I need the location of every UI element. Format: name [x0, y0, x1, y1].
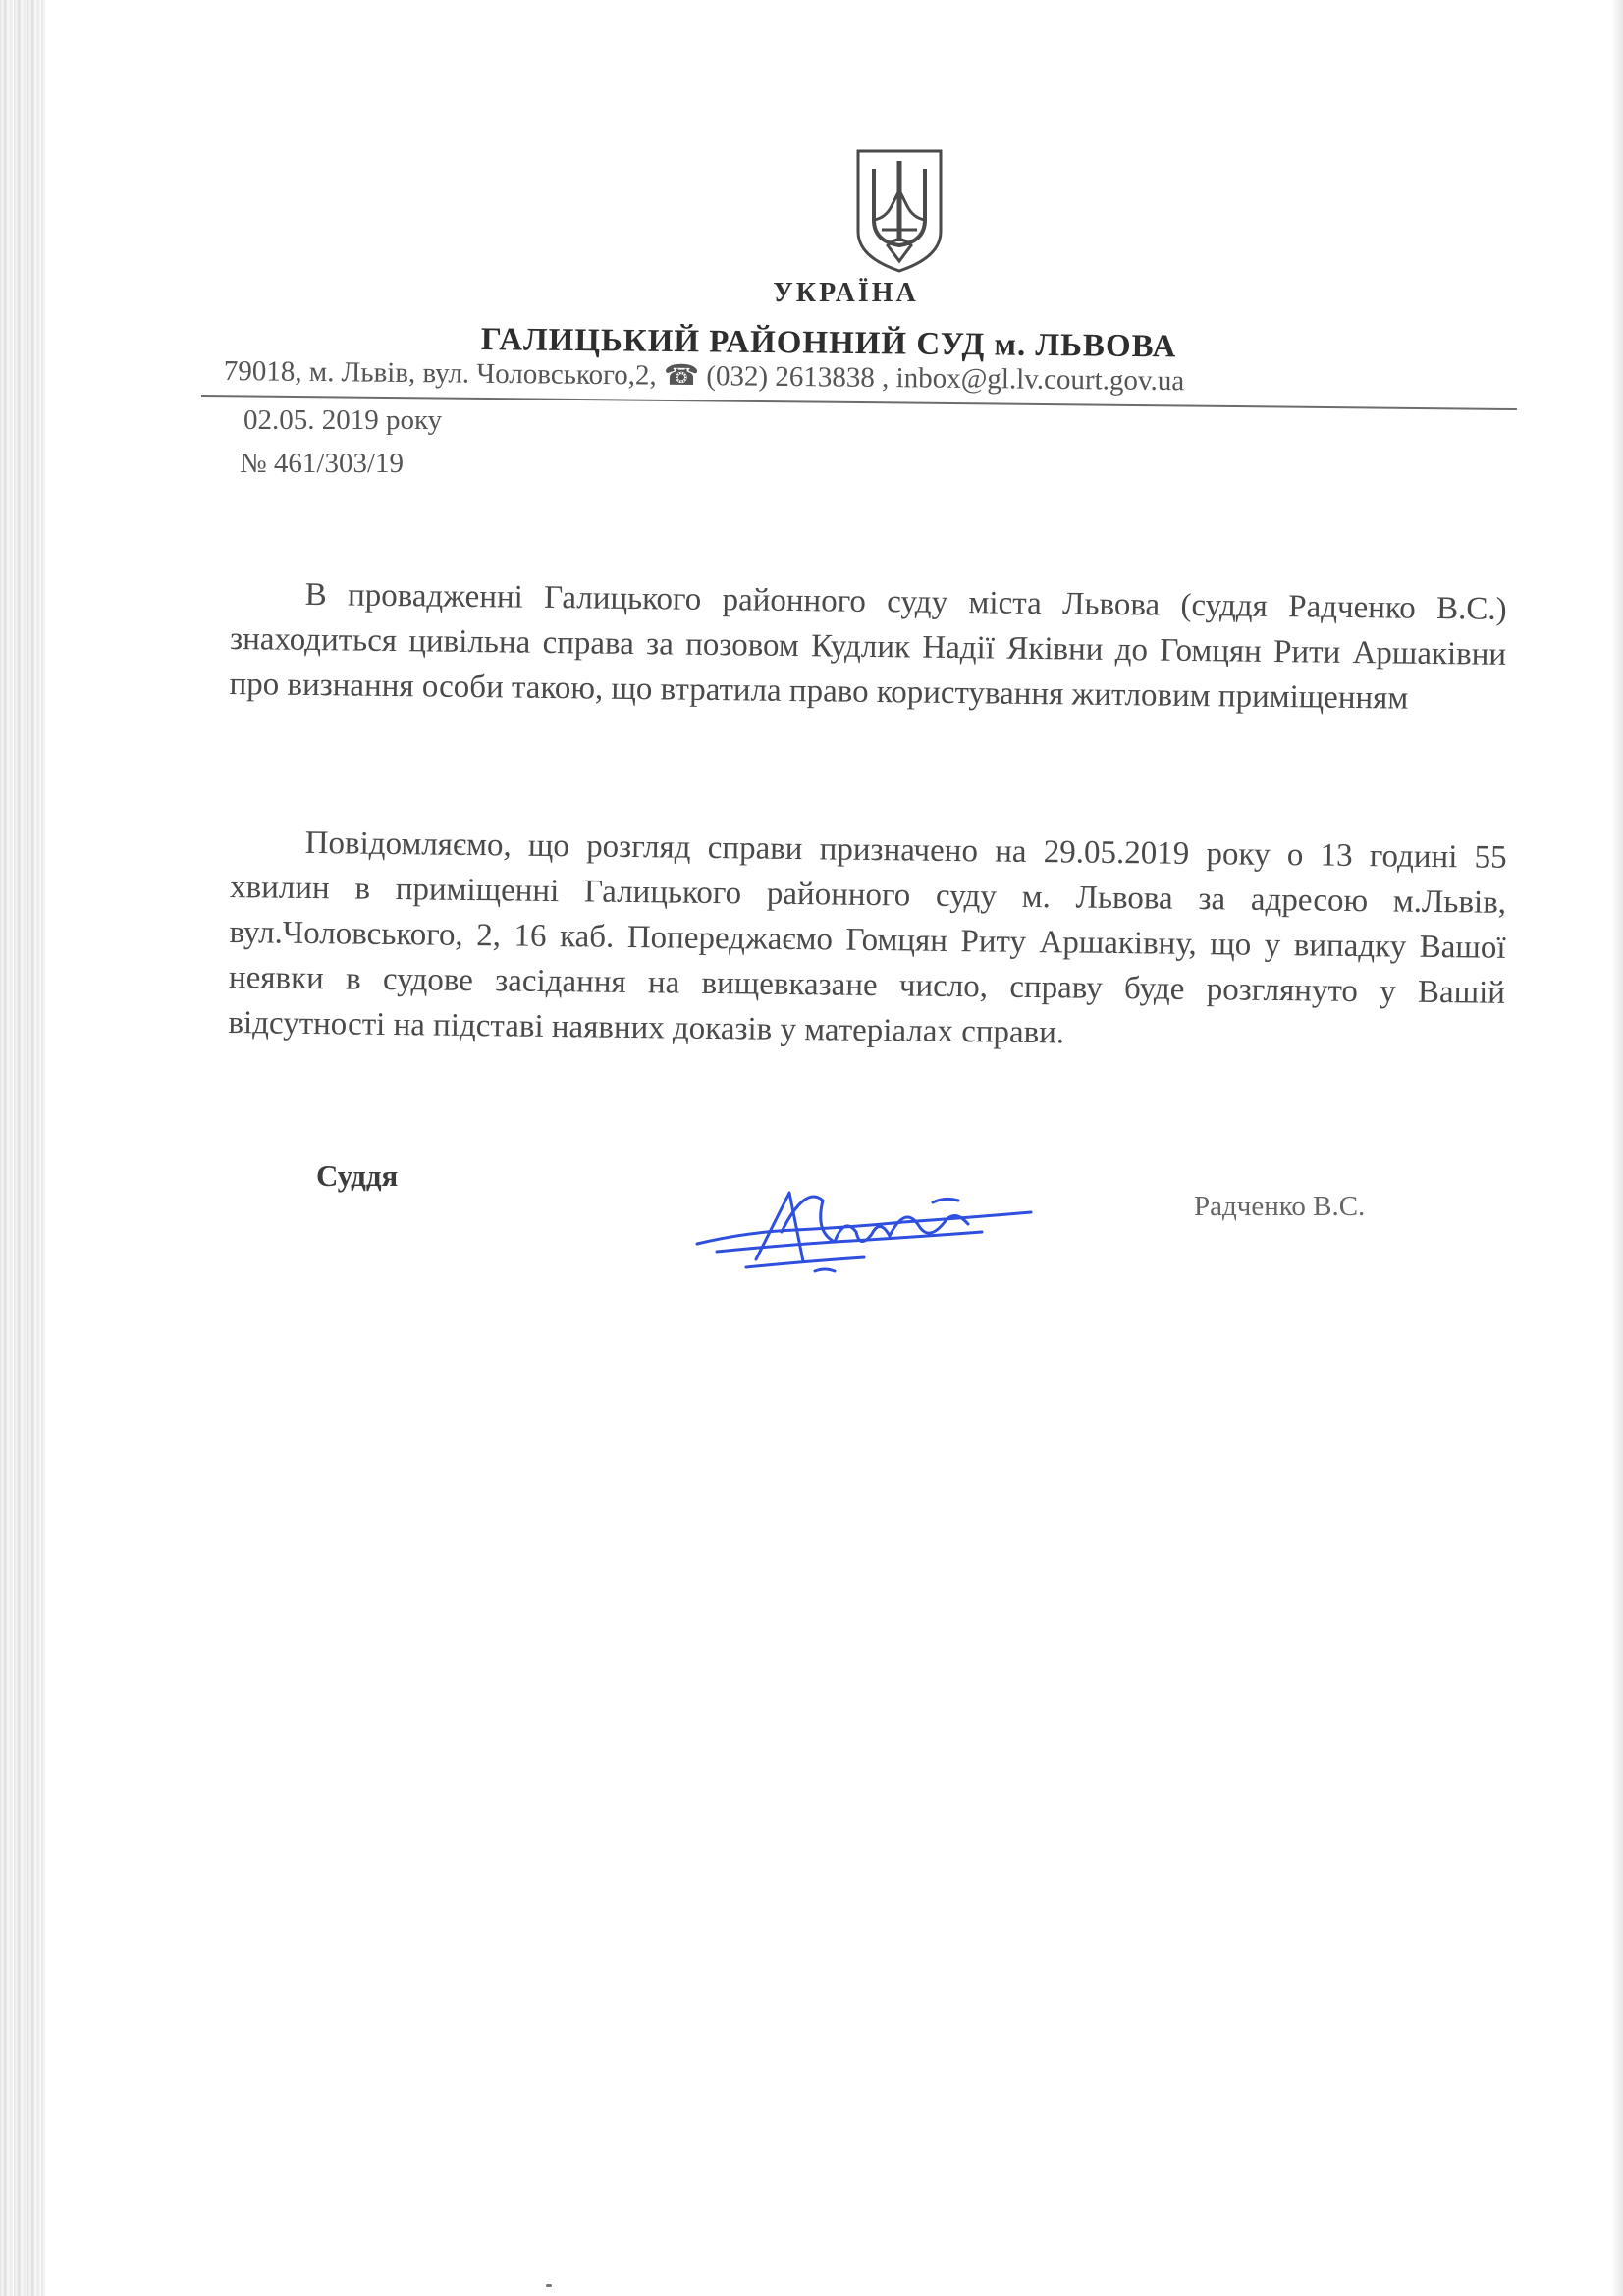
scan-speck: [546, 2284, 552, 2287]
body-paragraph-2: [228, 820, 1507, 1061]
court-name: ГАЛИЦЬКИЙ РАЙОННИЙ СУД м. ЛЬВОВА: [480, 322, 1177, 365]
scan-edge-shadow: [0, 0, 45, 2296]
document-date: 02.05. 2019 року: [243, 404, 443, 436]
handwritten-signature-icon: [687, 1173, 1041, 1281]
paragraph-2-text: Повідомляємо, що розгляд справи призначено на 29.05.2019 року о 13 годині 55 хвилин в приміщенні Галицького районного суду м. Львова за адресою м.Львів, вул.Чоловського, 2, 16 каб. Попереджаємо Гомцян Риту Аршаківну, що у випадку Вашої неявки в судове засідання на вищевказане число, справу буде розглянуто у Вашій відсутності на підставі наявних доказів у матеріалах справи.: [228, 825, 1507, 1051]
judge-label: Суддя: [316, 1158, 399, 1193]
document-number: № 461/303/19: [240, 448, 405, 479]
court-address: 79018, м. Львів, вул. Чоловського,2, ☎ (032) 2613838 , inbox@gl.lv.court.gov.ua: [223, 354, 1185, 398]
scan-edge-shadow-right: [1611, 0, 1623, 2296]
trident-icon: [852, 147, 947, 275]
country-title: УКРАЇНА: [773, 278, 919, 308]
judge-name: Радченко В.С.: [1194, 1191, 1366, 1222]
paragraph-1-text: В провадженні Галицького районного суду міста Львова (суддя Радченко В.С.) знаходиться цивільна справа за позовом Кудлик Надії Яківни до Гомцян Рити Аршаківни про визнання особи такою, що втратила право користування житловим приміщенням: [229, 576, 1507, 717]
body-paragraph-1: [229, 571, 1507, 722]
